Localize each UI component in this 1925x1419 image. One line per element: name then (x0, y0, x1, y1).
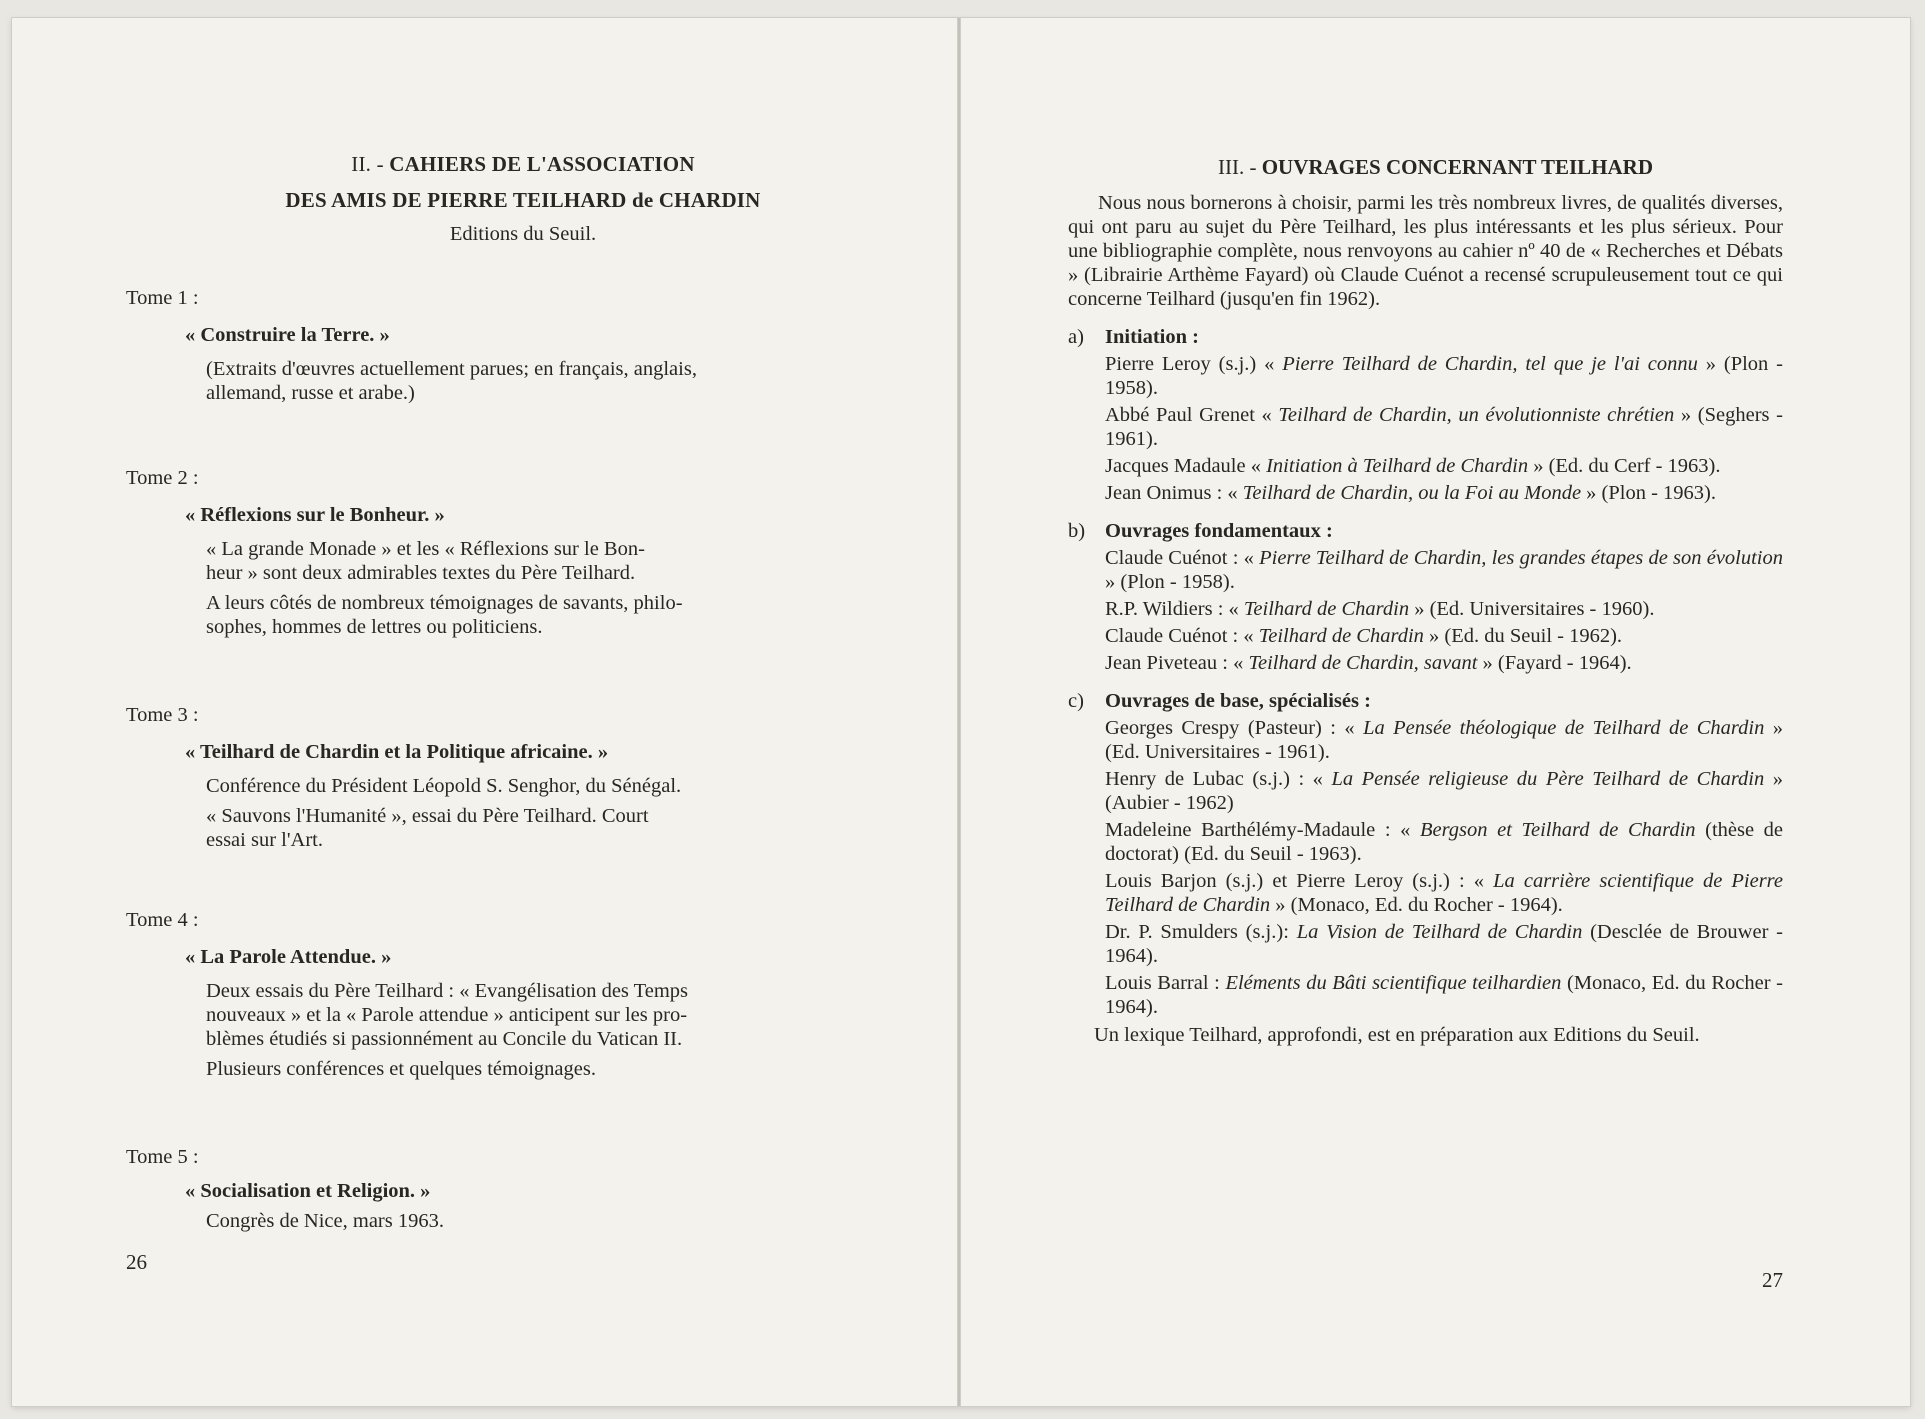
section-number: III. - (1217, 155, 1257, 179)
entry-author: Jean Onimus : (1105, 482, 1223, 504)
entry-publication: » (Ed. du Cerf - 1963). (1528, 455, 1721, 477)
entry-author: Louis Barjon (s.j.) et Pierre Leroy (s.j.) : (1105, 870, 1465, 892)
entry-title: La carrière scientifique de Pierre Teilhard de Chardin (1105, 870, 1784, 916)
tome-description (206, 537, 845, 639)
text-line: sophes, hommes de lettres ou politiciens. (206, 616, 543, 638)
entry-author: Claude Cuénot : (1105, 625, 1239, 647)
bibliography-entry (1105, 869, 1783, 917)
tome-label: Tome 1 : (126, 287, 199, 309)
publisher-line: Editions du Seuil. (449, 223, 597, 245)
entry-author: Louis Barral : (1105, 972, 1220, 994)
tome-description (206, 357, 845, 405)
tome-label: Tome 4 : (126, 909, 199, 931)
section-marker: c) (1068, 690, 1084, 712)
text-line: A leurs côtés de nombreux témoignages de savants, philo- (206, 592, 683, 614)
section-title: OUVRAGES CONCERNANT TEILHARD (1261, 155, 1654, 179)
entry-quote: « (1464, 870, 1494, 892)
text-line: nouveaux » et la « Parole attendue » anticipent sur les pro- (206, 1004, 688, 1026)
entry-quote: « (1304, 768, 1332, 790)
text-line: heur » sont deux admirables textes du Père Teilhard. (206, 562, 636, 584)
entry-title: Teilhard de Chardin, ou la Foi au Monde (1242, 482, 1582, 504)
book-gutter (957, 18, 961, 1406)
tome-description (206, 979, 845, 1081)
entry-author: Jean Piveteau : (1105, 652, 1228, 674)
entry-title: La Vision de Teilhard de Chardin (1296, 921, 1583, 943)
section-title-line-2: DES AMIS DE PIERRE TEILHARD de CHARDIN (285, 188, 761, 212)
entry-author: Madeleine Barthélémy-Madaule : (1105, 819, 1391, 841)
entry-quote: « (1256, 353, 1283, 375)
entry-publication: (Monaco, Ed. du Rocher - 1964). (1105, 972, 1783, 1018)
page-number: 26 (126, 1250, 147, 1274)
tome-entry (185, 1179, 845, 1233)
entry-quote: « (1222, 482, 1243, 504)
tome-title: « La Parole Attendue. » (185, 946, 392, 968)
bibliography-entry (1105, 597, 1783, 621)
section-heading (1088, 155, 1783, 179)
section-marker: b) (1068, 520, 1086, 542)
tome-label: Tome 5 : (126, 1146, 199, 1168)
entry-publication: (Desclée de Brouwer - 1964). (1105, 921, 1784, 967)
bibliography-entry (1105, 971, 1783, 1019)
entry-publication: » (Monaco, Ed. du Rocher - 1964). (1270, 894, 1563, 916)
bibliography-entry (1105, 920, 1783, 968)
entry-title: Teilhard de Chardin (1243, 598, 1410, 620)
text-line: Congrès de Nice, mars 1963. (206, 1210, 444, 1232)
bibliography-section (1068, 689, 1783, 713)
bibliography-entry (1105, 818, 1783, 866)
left-page (0, 0, 945, 1388)
bibliography-section (1068, 519, 1783, 543)
left-header (198, 152, 848, 246)
tome-title: « Construire la Terre. » (185, 324, 390, 346)
intro-paragraph: Nous nous bornerons à choisir, parmi les très nombreux livres, de qualités diverses, qui ont paru au sujet du Père Teilhard, les plus intéressants et les plus sérieux. Pour une bibliographie complète, nous renvoyons au cahier nº 40 de « Recherches et Débats » (Librairie Arthème Fayard) où Claude Cuénot a recensé scrupuleusement tout ce qui concerne Teilhard (jusqu'en fin 1962). (1068, 192, 1783, 310)
entry-publication: » (Ed. du Seuil - 1962). (1423, 625, 1623, 647)
text-line: Conférence du Président Léopold S. Senghor, du Sénégal. (206, 775, 682, 797)
tome-entry (185, 740, 845, 852)
entry-title: La Pensée religieuse du Père Teilhard de Chardin (1331, 768, 1765, 790)
text-line: « La grande Monade » et les « Réflexions sur le Bon- (206, 538, 645, 560)
entry-title: Teilhard de Chardin, savant (1248, 652, 1478, 674)
tome-description (206, 774, 845, 852)
entry-publication: » (Seghers - 1961). (1105, 404, 1783, 450)
entry-author: Jacques Madaule (1105, 455, 1246, 477)
entry-quote: « (1238, 547, 1260, 569)
entry-author: Pierre Leroy (s.j.) (1105, 353, 1257, 375)
text-line: essai sur l'Art. (206, 829, 323, 851)
entry-title: Teilhard de Chardin, un évolutionniste chrétien (1278, 404, 1675, 426)
tome-title: « Socialisation et Religion. » (185, 1180, 431, 1202)
text-line: allemand, russe et arabe.) (206, 382, 415, 404)
section-label: Ouvrages de base, spécialisés : (1105, 690, 1371, 712)
bibliography-section (1068, 325, 1783, 349)
section-marker: a) (1068, 326, 1084, 348)
tome-entry (185, 945, 845, 1081)
bibliography-entry (1105, 403, 1783, 451)
section-label: Initiation : (1105, 326, 1199, 348)
entry-title: Teilhard de Chardin (1258, 625, 1424, 647)
entry-author: Dr. P. Smulders (s.j.): (1105, 921, 1289, 943)
bibliography-entry (1105, 481, 1783, 505)
entry-author: R.P. Wildiers : (1105, 598, 1224, 620)
bibliography-entry (1105, 546, 1783, 594)
entry-author: Georges Crespy (Pasteur) : (1105, 717, 1336, 739)
entry-author: Abbé Paul Grenet (1105, 404, 1255, 426)
entry-quote: « (1223, 598, 1244, 620)
entry-title: Eléments du Bâti scientifique teilhardien (1225, 972, 1562, 994)
entry-quote: « (1227, 652, 1249, 674)
entry-quote: « (1238, 625, 1259, 647)
entry-quote (1289, 921, 1297, 943)
entry-publication: » (Ed. Universitaires - 1961). (1105, 717, 1783, 763)
text-line: Deux essais du Père Teilhard : « Evangélisation des Temps (206, 980, 689, 1002)
tome-entry (185, 503, 845, 639)
section-label: Ouvrages fondamentaux : (1105, 520, 1333, 542)
section-heading (198, 152, 848, 176)
entry-quote: « (1335, 717, 1364, 739)
entry-title: Bergson et Teilhard de Chardin (1419, 819, 1696, 841)
entry-author: Claude Cuénot : (1105, 547, 1239, 569)
entry-publication: » (Plon - 1958). (1105, 571, 1235, 593)
entry-quote: « (1254, 404, 1279, 426)
section-title-line-1: CAHIERS DE L'ASSOCIATION (389, 152, 695, 176)
entry-publication: » (Plon - 1958). (1105, 353, 1784, 399)
tome-title: « Réflexions sur le Bonheur. » (185, 504, 445, 526)
entry-title: Pierre Teilhard de Chardin, les grandes étapes de son évolution (1259, 547, 1784, 569)
closing-note: Un lexique Teilhard, approfondi, est en préparation aux Editions du Seuil. (1094, 1024, 1700, 1046)
tome-entry (185, 323, 845, 405)
entry-title: Pierre Teilhard de Chardin, tel que je l'ai connu (1282, 353, 1698, 375)
text-line: « Sauvons l'Humanité », essai du Père Teilhard. Court (206, 805, 649, 827)
tome-label: Tome 2 : (126, 467, 199, 489)
entry-publication: » (Ed. Universitaires - 1960). (1409, 598, 1655, 620)
entry-publication: » (Plon - 1963). (1581, 482, 1716, 504)
right-page (1068, 155, 1783, 1047)
tome-label: Tome 3 : (126, 704, 199, 726)
section-number: II. - (351, 152, 384, 176)
entry-title: La Pensée théologique de Teilhard de Chardin (1363, 717, 1765, 739)
bibliography-entry (1105, 651, 1783, 675)
entry-quote: « (1245, 455, 1267, 477)
bibliography-entry (1105, 767, 1783, 815)
text-line: Plusieurs conférences et quelques témoignages. (206, 1058, 596, 1080)
page-number: 27 (1762, 1268, 1783, 1292)
entry-author: Henry de Lubac (s.j.) : (1105, 768, 1305, 790)
bibliography-entry (1105, 454, 1783, 478)
bibliography-entry (1105, 352, 1783, 400)
text-line: (Extraits d'œuvres actuellement parues; en français, anglais, (206, 358, 697, 380)
tome-title: « Teilhard de Chardin et la Politique africaine. » (185, 741, 609, 763)
bibliography-entry (1105, 624, 1783, 648)
entry-quote: « (1390, 819, 1420, 841)
bibliography-entry (1105, 716, 1783, 764)
text-line: blèmes étudiés si passionnément au Concile du Vatican II. (206, 1028, 683, 1050)
tome-description (206, 1209, 845, 1233)
entry-title: Initiation à Teilhard de Chardin (1266, 455, 1529, 477)
entry-publication: » (Aubier - 1962) (1105, 768, 1784, 814)
entry-publication: (thèse de doctorat) (Ed. du Seuil - 1963). (1105, 819, 1783, 865)
entry-publication: » (Fayard - 1964). (1477, 652, 1632, 674)
